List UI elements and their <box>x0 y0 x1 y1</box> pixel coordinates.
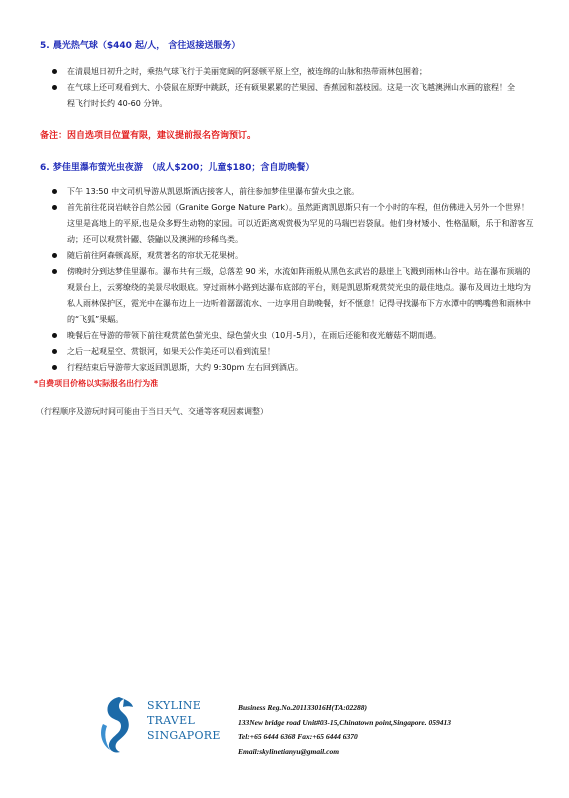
seahorse-logo-icon <box>95 694 145 756</box>
list-item: 傍晚时分到达梦佳里瀑布。瀑布共有三级，总落差 90 米，水流如阵雨般从黑色玄武岩的悬崖上飞溅到雨林山谷中。站在瀑布顶端的观景台上，云雾缭绕的美景尽收眼底。穿过雨林小路到达瀑布底部的平台，则是凯恩斯观赏荧光虫的最佳地点。瀑布及周边土地均为私人雨林保护区，霓光中在瀑布边上一边听着潺潺流水、一边享用自助晚餐，好不惬意！记得寻找瀑布下方水潭中的鸭嘴兽和雨林中的“飞狐”果蝠。 <box>52 264 534 328</box>
list-item: 首先前往花岗岩峡谷自然公园（Granite Gorge Nature Park）。虽然距离凯恩斯只有一个小时的车程，但仿佛进入另外一个世界！这里是高地上的平原,也是众多野生动物的家园。可以近距离观赏极为罕见的马瑞巴岩袋鼠。他们身材矮小、性格温顺，乐于和游客互动；还可以观赏针鼹、袋鼬以及澳洲的珍稀鸟类。 <box>52 200 534 248</box>
list-item: 行程结束后导游带大家返回凯恩斯，大约 9:30pm 左右回到酒店。 <box>52 360 534 376</box>
booking-note: 备注：因自选项目位置有限，建议提前报名咨询预订。 <box>40 131 257 141</box>
brand-name: SKYLINE TRAVEL SINGAPORE <box>147 699 221 742</box>
address: 133New bridge road Unit#03-15,Chinatown point,Singapore. 059413 <box>238 717 451 727</box>
business-reg: Business Reg.No.201133016H(TA:02288) <box>238 703 367 712</box>
company-footer <box>95 688 535 768</box>
list-item: 晚餐后在导游的带领下前往观赏蓝色萤光虫、绿色萤火虫（10月-5月），在雨后还能和夜光蘑菇不期而遇。 <box>52 328 534 344</box>
section6-heading: 6. 梦佳里瀑布萤光虫夜游 （成人$200；儿童$180；含自助晚餐） <box>40 163 315 173</box>
list-item: 下午 13:50 中文司机导游从凯恩斯酒店接客人，前往参加梦佳里瀑布萤火虫之旅。 <box>52 184 534 200</box>
price-disclaimer: *自费项目价格以实际报名出行为准 <box>34 379 159 388</box>
list-item: 在清晨旭日初升之时，乘热气球飞行于美丽宽阔的阿瑟顿平原上空，被连绵的山脉和热带雨林包围着； <box>52 64 522 80</box>
list-item: 随后前往阿森顿高原，观赏著名的帘状无花果树。 <box>52 248 534 264</box>
section5-list <box>52 64 522 112</box>
section6-list <box>52 184 534 376</box>
list-item: 在气球上还可观看到大、小袋鼠在原野中跳跃，还有硕果累累的芒果园、香蕉园和荔枝园。这是一次飞越澳洲山水画的旅程！全程飞行时长约 40-60 分钟。 <box>52 80 522 112</box>
schedule-disclaimer: （行程顺序及游玩时间可能由于当日天气、交通等客观因素调整） <box>36 407 268 416</box>
list-item: 之后一起观星空、赏银河，如果天公作美还可以看到流星！ <box>52 344 534 360</box>
email: Email:skylinetianyu@gmail.com <box>238 746 340 756</box>
tel-fax: Tel:+65 6444 6368 Fax:+65 6444 6370 <box>238 732 358 741</box>
contact-block <box>238 701 451 759</box>
section5-heading: 5. 晨光热气球（$440 起/人， 含往返接送服务） <box>40 41 241 51</box>
